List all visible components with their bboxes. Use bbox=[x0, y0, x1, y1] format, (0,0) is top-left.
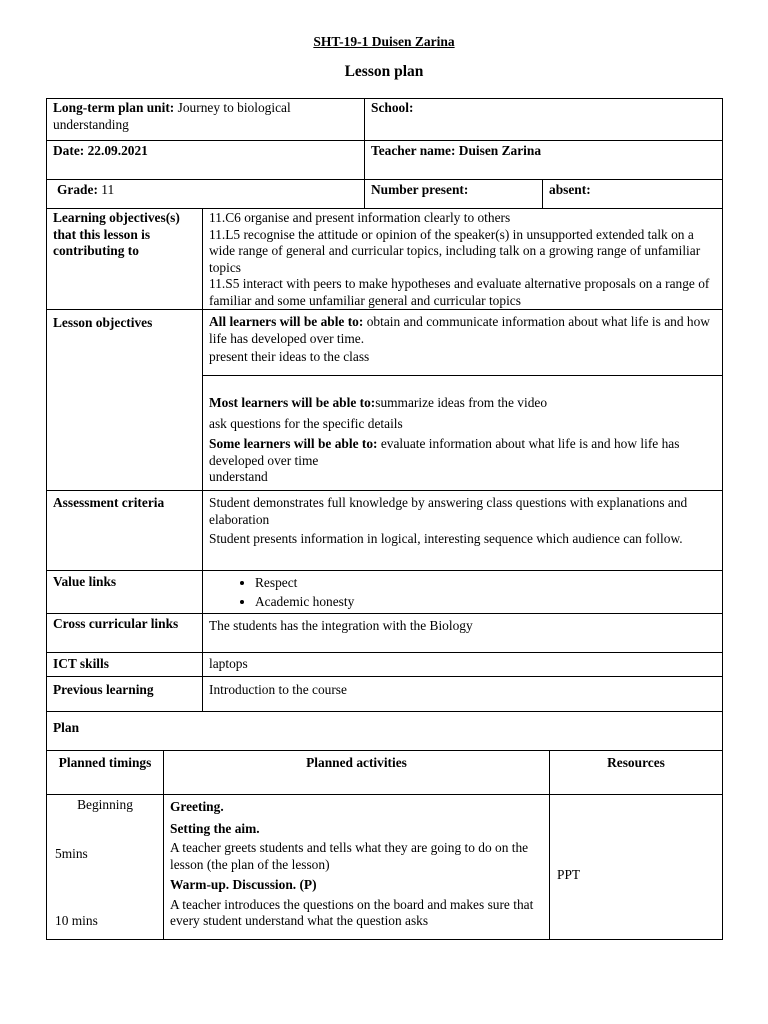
activities-cell bbox=[163, 794, 550, 940]
date-value: 22.09.2021 bbox=[87, 143, 148, 158]
list-item: • Respect bbox=[255, 575, 716, 592]
warmup-heading: Warm-up. Discussion. (P) bbox=[170, 877, 317, 892]
most-learners-text: summarize ideas from the video bbox=[375, 395, 548, 410]
all-learners-cell bbox=[202, 309, 723, 376]
col-activities-header: Planned activities bbox=[163, 750, 550, 795]
ict-skills-value: laptops bbox=[202, 652, 723, 677]
objective-item: 11.S5 interact with peers to make hypotheses and evaluate alternative proposals on a range of familiar and some unfamiliar general and curricular topics bbox=[209, 276, 710, 308]
warmup-text: A teacher introduces the questions on the board and makes sure that every student understand what the question asks bbox=[170, 896, 534, 928]
col-timings-header: Planned timings bbox=[46, 750, 164, 795]
lesson-objectives-label: Lesson objectives bbox=[46, 309, 203, 491]
all-learners-label: All learners will be able to: bbox=[209, 314, 364, 329]
learning-objectives-label: Learning objectives(s) that this lesson is contributing to bbox=[46, 208, 203, 310]
most-learners-text-2: ask questions for the specific details bbox=[209, 415, 403, 431]
cross-curricular-value: The students has the integration with the Biology bbox=[202, 613, 723, 653]
teacher-cell bbox=[364, 140, 723, 180]
unit-label: Long-term plan unit: bbox=[53, 100, 175, 115]
value-links-list bbox=[209, 575, 716, 610]
absent-cell bbox=[542, 179, 723, 209]
unit-cell bbox=[46, 98, 365, 141]
some-learners-label: Some learners will be able to: bbox=[209, 436, 378, 451]
value-links-label: Value links bbox=[46, 570, 203, 614]
date-label: Date: bbox=[53, 143, 85, 158]
timings-cell bbox=[46, 794, 164, 940]
school-cell bbox=[364, 98, 723, 141]
absent-label: absent: bbox=[549, 182, 591, 197]
school-label: School: bbox=[371, 100, 414, 115]
some-learners-text-2: understand bbox=[209, 469, 268, 484]
cross-curricular-label: Cross curricular links bbox=[46, 613, 203, 653]
page-title: Lesson plan bbox=[344, 63, 424, 80]
most-some-learners-cell bbox=[202, 375, 723, 491]
grade-value: 11 bbox=[101, 182, 115, 197]
all-learners-text: obtain and communicate information about what life is and how life has developed over time. bbox=[209, 314, 710, 346]
all-learners-text-2: present their ideas to the class bbox=[209, 349, 370, 364]
value-links-cell bbox=[202, 570, 723, 614]
some-learners-text: evaluate information about what life is and how life has developed over time bbox=[209, 436, 680, 468]
objective-item: 11.C6 organise and present information clearly to others bbox=[209, 210, 511, 225]
timing-5-mins: 5mins bbox=[55, 846, 88, 861]
assessment-line-2: Student presents information in logical, interesting sequence which audience can follow. bbox=[209, 531, 683, 546]
plan-heading: Plan bbox=[46, 711, 723, 751]
teacher-label: Teacher name: bbox=[371, 143, 456, 158]
date-cell bbox=[46, 140, 365, 180]
present-label: Number present: bbox=[371, 182, 469, 197]
present-cell bbox=[364, 179, 543, 209]
aim-text: A teacher greets students and tells what they are going to do on the lesson (the plan of the lesson) bbox=[170, 840, 529, 872]
timing-beginning: Beginning bbox=[77, 797, 133, 812]
assessment-line-1: Student demonstrates full knowledge by answering class questions with explanations and elaboration bbox=[209, 495, 688, 527]
resources-cell bbox=[549, 794, 723, 940]
aim-heading: Setting the aim. bbox=[170, 820, 260, 836]
teacher-value: Duisen Zarina bbox=[458, 143, 542, 158]
greeting-heading: Greeting. bbox=[170, 799, 224, 814]
unit-value: Journey to biological understanding bbox=[53, 100, 291, 132]
grade-cell bbox=[46, 179, 365, 209]
most-learners-label: Most learners will be able to: bbox=[209, 395, 376, 410]
document-header: SHT-19-1 Duisen Zarina bbox=[313, 34, 455, 49]
objective-item: 11.L5 recognise the attitude or opinion of the speaker(s) in unsupported extended talk on a wide range of general and curricular topics, including talk on a growing range of unfamiliar topics bbox=[209, 226, 701, 275]
assessment-label: Assessment criteria bbox=[46, 490, 203, 571]
previous-learning-value: Introduction to the course bbox=[202, 676, 723, 712]
learning-objectives-list bbox=[202, 208, 723, 310]
previous-learning-label: Previous learning bbox=[46, 676, 203, 712]
timing-10-mins: 10 mins bbox=[55, 913, 98, 928]
ict-skills-label: ICT skills bbox=[46, 652, 203, 677]
list-item: • Academic honesty bbox=[255, 594, 716, 611]
grade-label: Grade: bbox=[57, 182, 98, 197]
resource-ppt: PPT bbox=[557, 867, 581, 882]
assessment-cell bbox=[202, 490, 723, 571]
col-resources-header: Resources bbox=[549, 750, 723, 795]
